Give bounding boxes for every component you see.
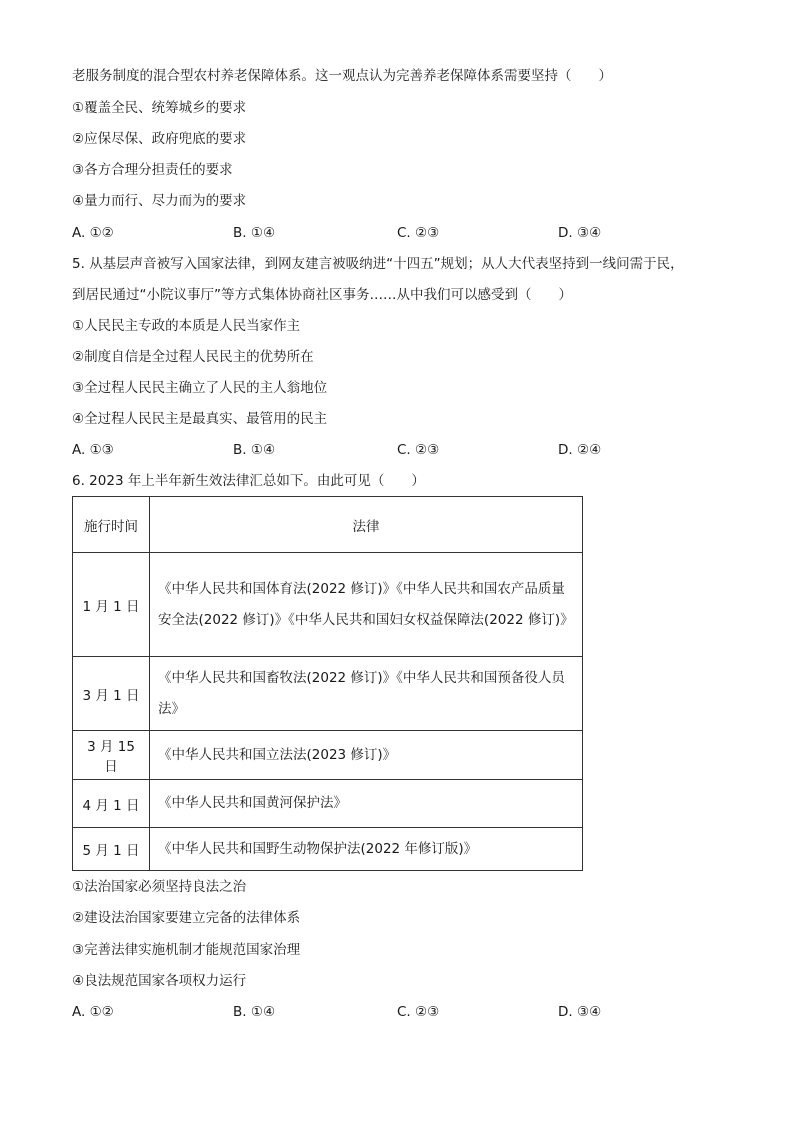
row-law: 《中华人民共和国体育法(2022 修订)》《中华人民共和国农产品质量安全法(2022 修订)》《中华人民共和国妇女权益保障法(2022 修订)》 — [150, 553, 583, 657]
header-law: 法律 — [150, 497, 583, 553]
q5-option-d[interactable]: D. ②④ — [558, 442, 602, 458]
row-law: 《中华人民共和国立法法(2023 修订)》 — [150, 731, 583, 780]
row-law: 《中华人民共和国野生动物保护法(2022 年修订版)》 — [150, 828, 583, 871]
q6-option-d[interactable]: D. ③④ — [558, 1004, 602, 1020]
row-date: 4 月 1 日 — [73, 780, 150, 828]
q5-statement-1: ①人民民主专政的本质是人民当家作主 — [72, 318, 301, 334]
q5-option-a[interactable]: A. ①③ — [72, 442, 114, 458]
table-row — [73, 828, 583, 871]
q6-option-b[interactable]: B. ①④ — [233, 1004, 276, 1020]
q6-option-c[interactable]: C. ②③ — [397, 1004, 440, 1020]
q4-option-d[interactable]: D. ③④ — [558, 225, 602, 241]
q6-statement-1: ①法治国家必须坚持良法之治 — [72, 879, 247, 895]
table-header-row — [73, 497, 583, 553]
q5-statement-4: ④全过程人民民主是最真实、最管用的民主 — [72, 411, 328, 427]
row-law: 《中华人民共和国黄河保护法》 — [150, 780, 583, 828]
q5-option-c[interactable]: C. ②③ — [397, 442, 440, 458]
q6-option-a[interactable]: A. ①② — [72, 1004, 114, 1020]
q6-stem: 6. 2023 年上半年新生效法律汇总如下。由此可见（ ） — [72, 473, 425, 489]
q5-statement-2: ②制度自信是全过程人民民主的优势所在 — [72, 349, 314, 365]
q5-option-b[interactable]: B. ①④ — [233, 442, 276, 458]
row-date: 3 月 1 日 — [73, 657, 150, 731]
q4-statement-1: ①覆盖全民、统筹城乡的要求 — [72, 100, 247, 116]
q4-statement-2: ②应保尽保、政府兜底的要求 — [72, 131, 247, 147]
q5-stem-line-2: 到居民通过“小院议事厅”等方式集体协商社区事务……从中我们可以感受到（ ） — [72, 287, 572, 303]
table-row — [73, 731, 583, 780]
q6-statement-2: ②建设法治国家要建立完备的法律体系 — [72, 910, 301, 926]
q6-statement-3: ③完善法律实施机制才能规范国家治理 — [72, 942, 301, 958]
row-date: 1 月 1 日 — [73, 553, 150, 657]
laws-table — [72, 496, 583, 871]
table-row — [73, 780, 583, 828]
q6-statement-4: ④良法规范国家各项权力运行 — [72, 973, 247, 989]
row-law: 《中华人民共和国畜牧法(2022 修订)》《中华人民共和国预备役人员法》 — [150, 657, 583, 731]
q4-option-c[interactable]: C. ②③ — [397, 225, 440, 241]
header-effective-date: 施行时间 — [73, 497, 150, 553]
q4-statement-4: ④量力而行、尽力而为的要求 — [72, 193, 247, 209]
table-row — [73, 657, 583, 731]
q4-stem-tail: 老服务制度的混合型农村养老保障体系。这一观点认为完善养老保障体系需要坚持（ ） — [72, 68, 612, 84]
q5-stem-line-1: 5. 从基层声音被写入国家法律，到网友建言被吸纳进“十四五”规划；从人大代表坚持到一线问需于民， — [72, 256, 684, 272]
q4-option-b[interactable]: B. ①④ — [233, 225, 276, 241]
q5-statement-3: ③全过程人民民主确立了人民的主人翁地位 — [72, 380, 328, 396]
q4-option-a[interactable]: A. ①② — [72, 225, 114, 241]
q4-statement-3: ③各方合理分担责任的要求 — [72, 162, 233, 178]
row-date: 5 月 1 日 — [73, 828, 150, 871]
table-row — [73, 553, 583, 657]
row-date: 3 月 15 日 — [73, 731, 150, 780]
